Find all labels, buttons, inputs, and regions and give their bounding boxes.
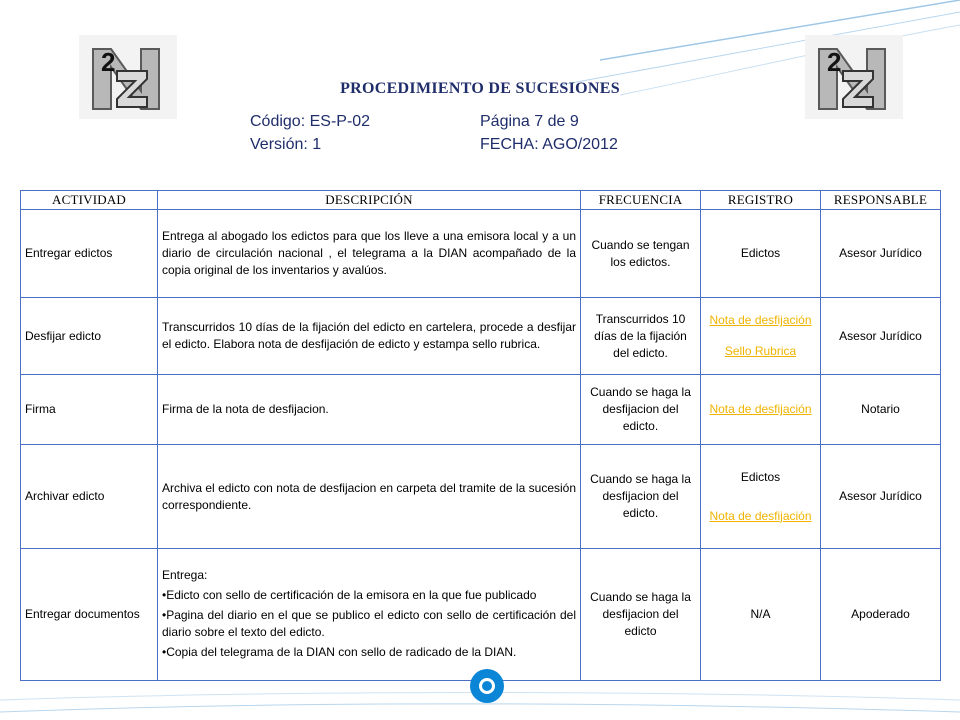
column-header: RESPONSABLE	[821, 191, 941, 210]
cell-descripcion: Archiva el edicto con nota de desfijacion en carpeta del tramite de la sucesión correspondiente.	[158, 445, 581, 549]
column-header: FRECUENCIA	[581, 191, 701, 210]
descripcion-item: Entrega:	[162, 568, 208, 582]
cell-registro: N/A	[701, 549, 821, 681]
meta-left	[250, 110, 370, 156]
procedure-table	[20, 190, 941, 681]
cell-responsable: Asesor Jurídico	[821, 210, 941, 298]
column-header: REGISTRO	[701, 191, 821, 210]
cell-descripcion: Transcurridos 10 días de la fijación del edicto en cartelera, procede a desfijar el edicto. Elabora nota de desfijación de edicto y estampa sello rubrica.	[158, 298, 581, 375]
table-row	[21, 549, 941, 681]
descripcion-item: •Edicto con sello de certificación de la emisora en la que fue publicado	[162, 588, 537, 602]
table-row	[21, 375, 941, 445]
svg-text:2: 2	[827, 47, 842, 77]
column-header: DESCRIPCIÓN	[158, 191, 581, 210]
table-row	[21, 298, 941, 375]
table-header-row	[21, 191, 941, 210]
cell-responsable: Asesor Jurídico	[821, 298, 941, 375]
cell-frecuencia: Transcurridos 10 días de la fijación del edicto.	[581, 298, 701, 375]
cell-registro	[701, 445, 821, 549]
table-row	[21, 210, 941, 298]
svg-text:2: 2	[101, 47, 116, 77]
cell-actividad: Desfijar edicto	[21, 298, 158, 375]
registro-text: Edictos	[740, 469, 781, 484]
registro-link-sello-rubrica[interactable]: Sello Rubrica	[724, 344, 797, 358]
cell-registro	[701, 375, 821, 445]
cell-responsable: Notario	[821, 375, 941, 445]
fecha: FECHA: AGO/2012	[480, 136, 618, 153]
cell-descripcion	[158, 549, 581, 681]
cell-descripcion: Entrega al abogado los edictos para que los lleve a una emisora local y a un diario de circulación nacional , el telegrama a la DIAN acompañado de la copia original de los inventarios y avalúos.	[158, 210, 581, 298]
descripcion-item: •Copia del telegrama de la DIAN con sello de radicado de la DIAN.	[162, 645, 517, 659]
version: Versión: 1	[250, 136, 322, 153]
registro-link-nota-desfijacion[interactable]: Nota de desfijación	[709, 313, 812, 327]
cell-frecuencia: Cuando se tengan los edictos.	[581, 210, 701, 298]
nz-logo-icon	[79, 35, 177, 119]
circle-nav-icon[interactable]	[470, 669, 504, 703]
nz-logo-icon	[805, 35, 903, 119]
codigo: Código: ES-P-02	[250, 113, 371, 130]
cell-descripcion: Firma de la nota de desfijacion.	[158, 375, 581, 445]
cell-responsable: Apoderado	[821, 549, 941, 681]
cell-actividad: Archivar edicto	[21, 445, 158, 549]
cell-responsable: Asesor Jurídico	[821, 445, 941, 549]
cell-actividad: Entregar documentos	[21, 549, 158, 681]
registro-link-nota-desfijacion[interactable]: Nota de desfijación	[709, 508, 812, 523]
cell-actividad: Entregar edictos	[21, 210, 158, 298]
cell-registro	[701, 298, 821, 375]
column-header: ACTIVIDAD	[21, 191, 158, 210]
cell-frecuencia: Cuando se haga la desfijacion del edicto	[581, 549, 701, 681]
cell-frecuencia: Cuando se haga la desfijacion del edicto.	[581, 375, 701, 445]
meta-right	[480, 110, 618, 156]
cell-frecuencia: Cuando se haga la desfijacion del edicto.	[581, 445, 701, 549]
table-row	[21, 445, 941, 549]
cell-actividad: Firma	[21, 375, 158, 445]
registro-link-nota-desfijacion[interactable]: Nota de desfijación	[709, 402, 812, 416]
descripcion-item: •Pagina del diario en el que se publico el edicto con sello de certificación del diario sobre el texto del edicto.	[162, 608, 576, 639]
pagina: Página 7 de 9	[480, 113, 579, 130]
cell-registro: Edictos	[701, 210, 821, 298]
page-title: PROCEDIMIENTO DE SUCESIONES	[340, 80, 620, 97]
